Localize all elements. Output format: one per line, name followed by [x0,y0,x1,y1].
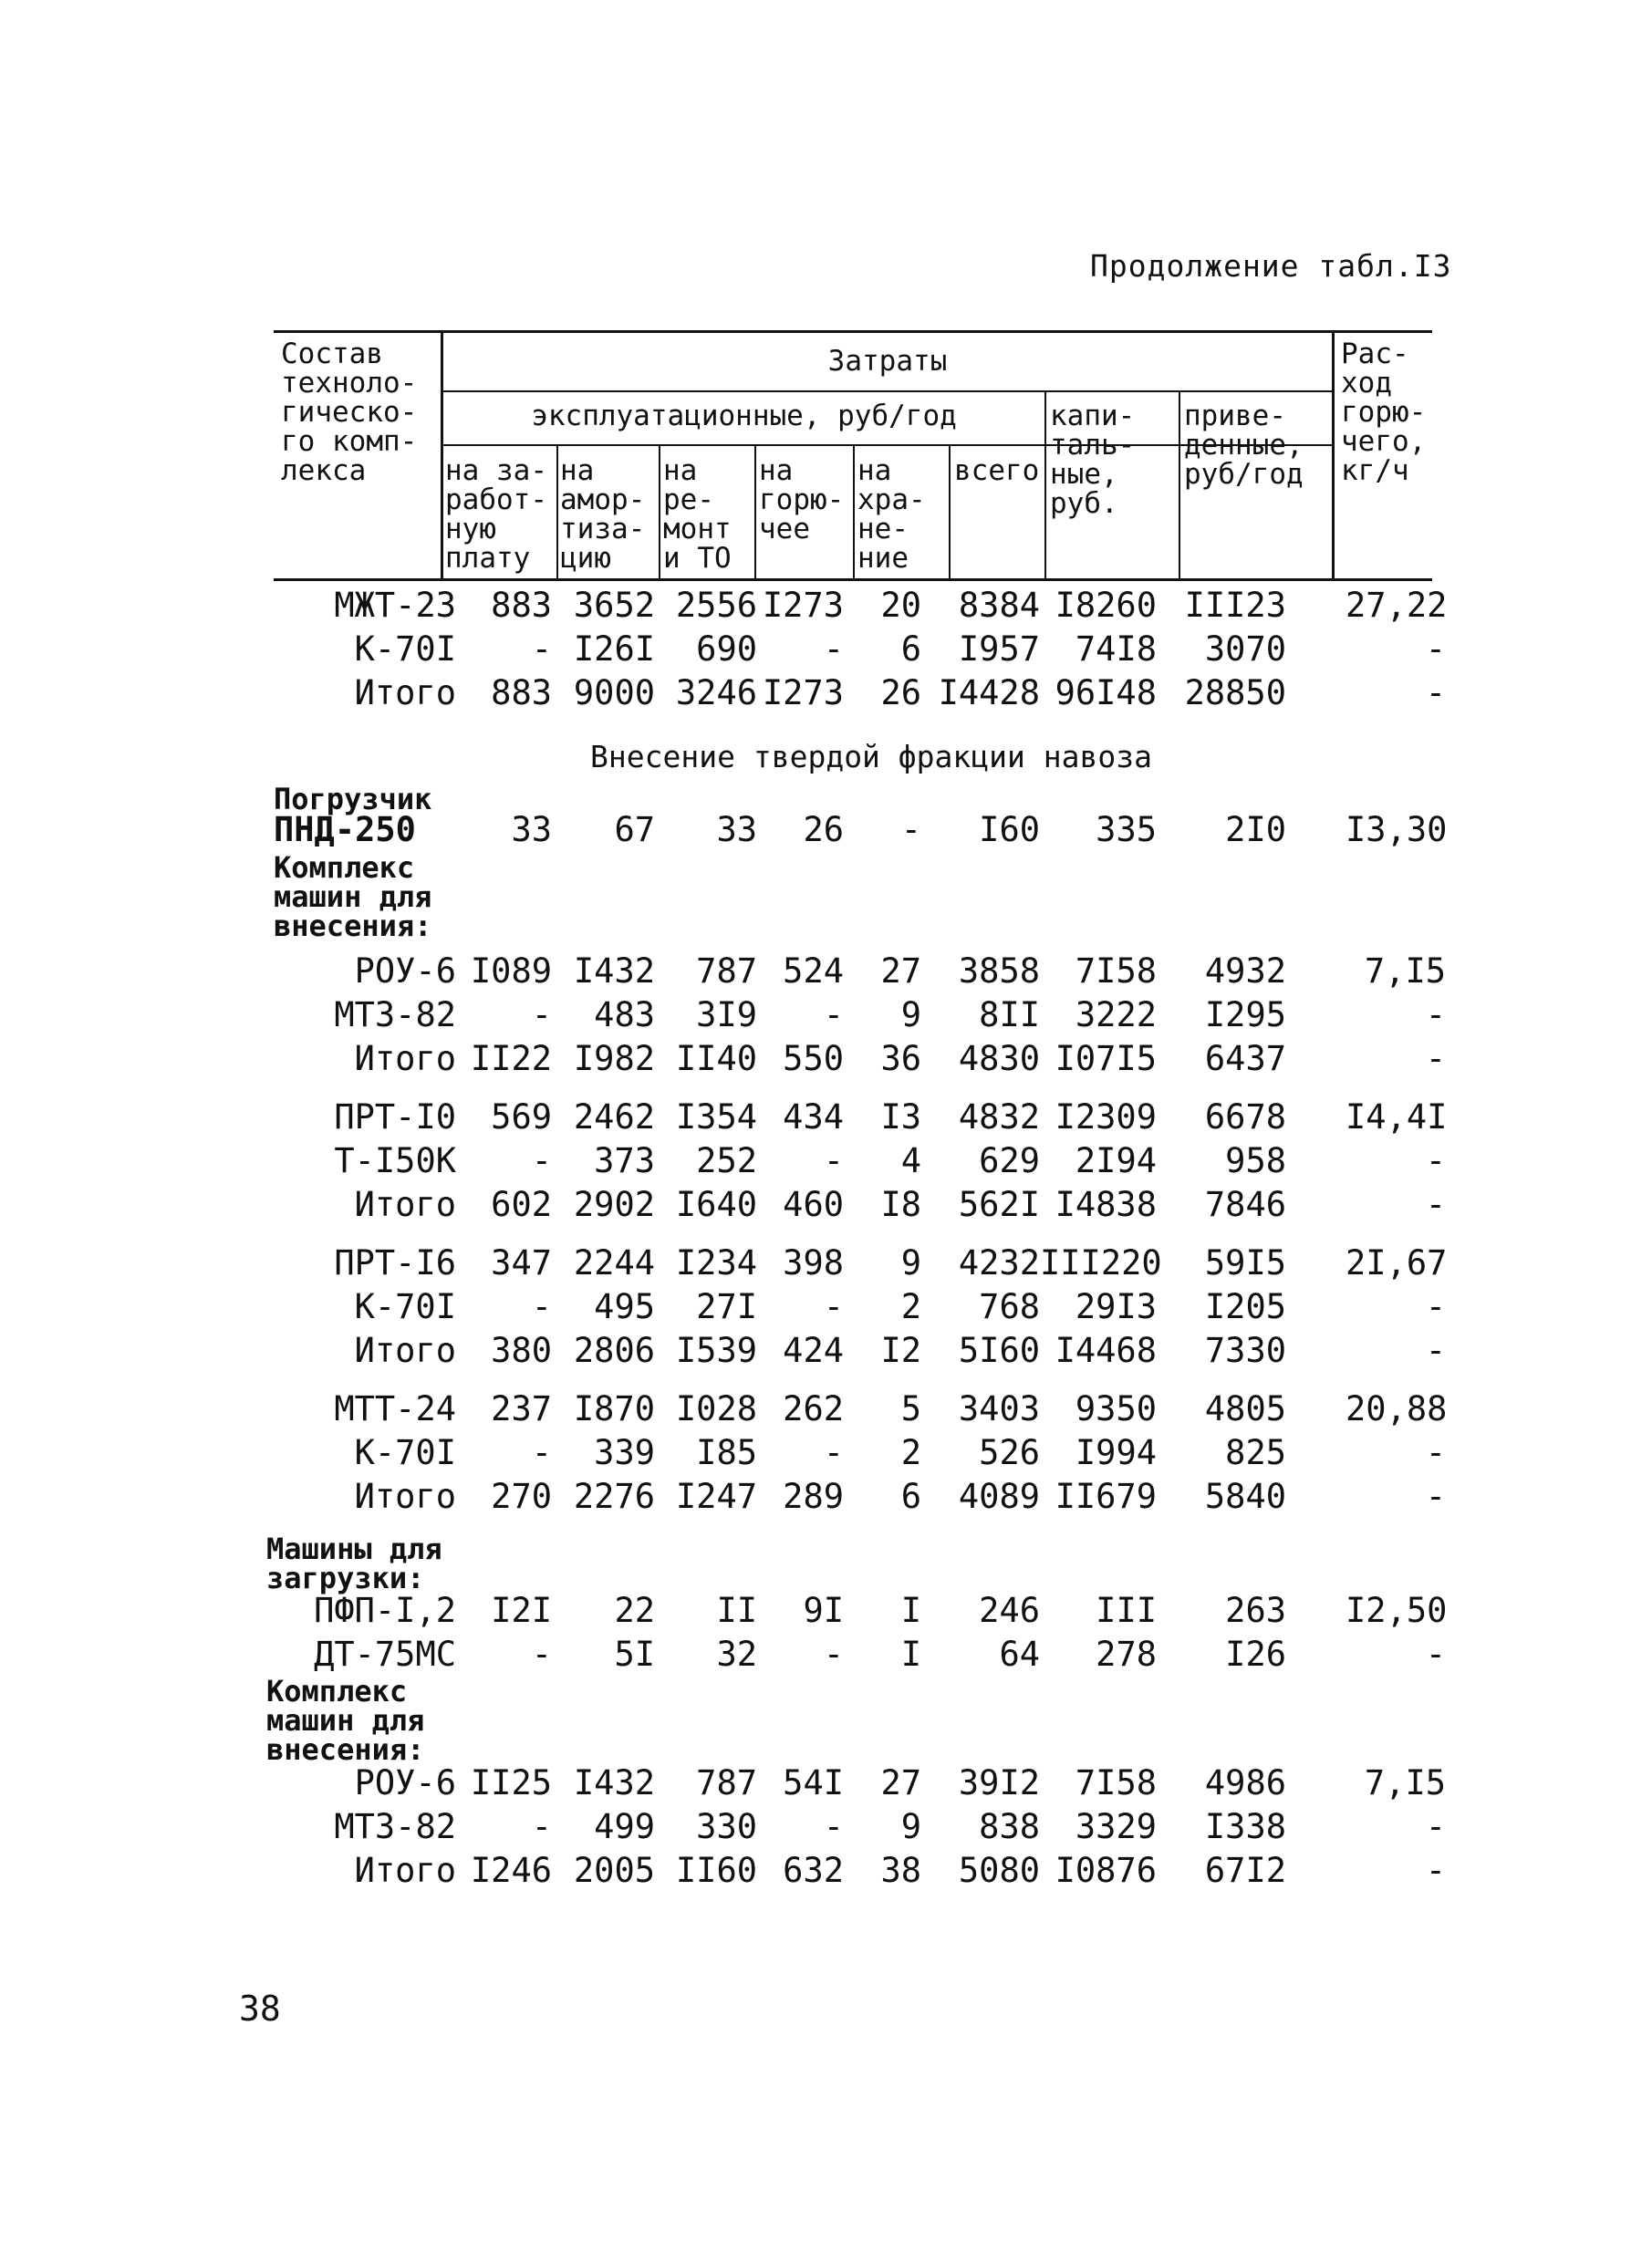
section-title: Внесение твердой фракции навоза [590,739,1152,774]
cell: 3652 [573,586,655,625]
cell: 526 [979,1433,1040,1472]
cell: I4428 [938,673,1040,712]
cell: - [823,1141,844,1180]
cell: 7I58 [1075,1763,1157,1802]
cell: 3246 [675,673,757,712]
cell: II60 [675,1851,757,1890]
table-row [265,1591,1478,1635]
header-reduced: приве- денные, руб/год [1184,400,1304,491]
cell: 483 [594,995,655,1034]
cell: 6678 [1204,1097,1286,1137]
cell: 838 [979,1807,1040,1846]
cell: 33 [716,810,757,849]
cell: I994 [1075,1433,1157,1472]
table-row [265,1287,1478,1331]
cell: - [1425,1477,1446,1516]
cell: 9 [900,1807,921,1846]
cell: I26I [573,629,655,669]
row-name: МТЗ-82 [334,995,456,1034]
cell: 9I [803,1591,844,1630]
cell: 278 [1096,1635,1157,1674]
cell: - [1425,1185,1446,1224]
cell: I338 [1204,1807,1286,1846]
row-name: МЖТ-23 [334,586,456,625]
cell: 246 [979,1591,1040,1630]
label-loader: Погрузчик [274,782,432,816]
cell: 26 [803,810,844,849]
cell: I432 [573,951,655,991]
cell: - [823,1287,844,1326]
cell: I2,50 [1345,1591,1448,1630]
cell: I234 [675,1243,757,1283]
table-row [265,951,1478,995]
page-number: 38 [239,1989,281,2029]
cell: 7,I5 [1364,951,1446,991]
cell: 524 [783,951,844,991]
row-name: ПРТ-I0 [334,1097,456,1137]
cell: 6437 [1204,1039,1286,1078]
cell: I640 [675,1185,757,1224]
cell: 5 [900,1389,921,1428]
cell: - [900,810,921,849]
cell: 629 [979,1141,1040,1180]
cell: III [1096,1591,1157,1630]
cell: - [823,1807,844,1846]
cell: 9 [900,995,921,1034]
row-name: К-70I [354,1433,456,1472]
cell: 602 [491,1185,552,1224]
row-name: РОУ-6 [354,951,456,991]
cell: I60 [979,810,1040,849]
row-name: МТЗ-82 [334,1807,456,1846]
cell: 787 [696,1763,757,1802]
row-name: Итого [354,1039,456,1078]
cell: I [900,1635,921,1674]
cell: 4830 [958,1039,1040,1078]
row-name: Итого [354,1331,456,1370]
cell: 690 [696,629,757,669]
table-row [265,995,1478,1039]
cell: 883 [491,586,552,625]
cell: 7,I5 [1364,1763,1446,1802]
table-row [265,1807,1478,1851]
cell: II [716,1591,757,1630]
cell: 36 [880,1039,921,1078]
cell: 27,22 [1345,586,1448,625]
cell: - [531,629,552,669]
cell: I85 [696,1433,757,1472]
cell: 2556 [675,586,757,625]
cell: 59I5 [1204,1243,1286,1283]
cell: 27 [880,1763,921,1802]
cell: I8 [880,1185,921,1224]
cell: - [531,1433,552,1472]
cell: - [1425,1331,1446,1370]
cell: 4986 [1204,1763,1286,1802]
cell: 3329 [1075,1807,1157,1846]
cell: 67I2 [1204,1851,1286,1890]
cell: 2I0 [1225,810,1286,849]
cell: - [823,995,844,1034]
cell: 8384 [958,586,1040,625]
cell: 3222 [1075,995,1157,1034]
table-row [265,1477,1478,1521]
cell: 883 [491,673,552,712]
cell: 2276 [573,1477,655,1516]
cell: I982 [573,1039,655,1078]
cell: 7I58 [1075,951,1157,991]
cell: - [1425,1635,1446,1674]
cell: I4838 [1055,1185,1157,1224]
cell: 252 [696,1141,757,1180]
cell: 28850 [1184,673,1286,712]
cell: - [1425,629,1446,669]
cell: 569 [491,1097,552,1137]
cell: 26 [880,673,921,712]
cell: - [823,1433,844,1472]
cell: 9000 [573,673,655,712]
cell: 3I9 [696,995,757,1034]
table-row [265,1433,1478,1477]
cell: 6 [900,1477,921,1516]
cell: 20,88 [1345,1389,1448,1428]
cell: - [531,995,552,1034]
cell: - [1425,1851,1446,1890]
cell: 5I [614,1635,655,1674]
row-name: ДТ-75МС [314,1635,456,1674]
cell: 499 [594,1807,655,1846]
row-name: К-70I [354,1287,456,1326]
header-fuel-consumption: Рас- ход горю- чего, кг/ч [1341,338,1427,487]
cell: I539 [675,1331,757,1370]
header-composition: Состав техноло- гическо- го комп- лекса [281,338,418,487]
row-name: Т-I50К [334,1141,456,1180]
cell: 768 [979,1287,1040,1326]
cell: - [531,1287,552,1326]
cell: 64 [999,1635,1040,1674]
cell: 33 [511,810,552,849]
cell: 74I8 [1075,629,1157,669]
row-name: ПФП-I,2 [314,1591,456,1630]
cell: 632 [783,1851,844,1890]
header-total: всего [954,454,1040,487]
cell: I4468 [1055,1331,1157,1370]
cell: 347 [491,1243,552,1283]
cell: 4832 [958,1097,1040,1137]
cell: 398 [783,1243,844,1283]
cell: 3858 [958,951,1040,991]
cell: 562I [958,1185,1040,1224]
cell: 9 [900,1243,921,1283]
cell: 67 [614,810,655,849]
cell: I26 [1225,1635,1286,1674]
cell: 29I3 [1075,1287,1157,1326]
row-name: Итого [354,673,456,712]
row-name: МТТ-24 [334,1389,456,1428]
header-fuel: на горю- чее [759,454,845,545]
cell: I354 [675,1097,757,1137]
cell: III220 [1040,1243,1162,1283]
table-row [265,1097,1478,1141]
cell: II40 [675,1039,757,1078]
cell: II679 [1055,1477,1157,1516]
row-name: ПНД-250 [274,810,416,849]
header-capital: капи- таль- ные, руб. [1050,400,1136,520]
cell: 7330 [1204,1331,1286,1370]
table-row [265,629,1478,673]
cell: 270 [491,1477,552,1516]
cell: 2902 [573,1185,655,1224]
page-title: Продолжение табл.I3 [1090,248,1452,284]
cell: - [531,1807,552,1846]
header-labor: на за- работ- ную плату [445,454,547,575]
cell: 787 [696,951,757,991]
cell: I028 [675,1389,757,1428]
cell: - [1425,1039,1446,1078]
cell: 32 [716,1635,757,1674]
cell: 2244 [573,1243,655,1283]
row-name: РОУ-6 [354,1763,456,1802]
cell: - [1425,1141,1446,1180]
cell: 460 [783,1185,844,1224]
table-row [265,1763,1478,1807]
cell: I3,30 [1345,810,1448,849]
row-name: Итого [354,1477,456,1516]
cell: 2I94 [1075,1141,1157,1180]
cell: 495 [594,1287,655,1326]
cell: I273 [762,586,844,625]
cell: I432 [573,1763,655,1802]
cell: 237 [491,1389,552,1428]
cell: 434 [783,1097,844,1137]
cell: II22 [470,1039,552,1078]
cell: 4232 [958,1243,1040,1283]
cell: 3070 [1204,629,1286,669]
cell: - [531,1141,552,1180]
cell: 335 [1096,810,1157,849]
cell: 5840 [1204,1477,1286,1516]
row-name: ПРТ-I6 [334,1243,456,1283]
cell: I4,4I [1345,1097,1448,1137]
cell: 96I48 [1055,673,1157,712]
cell: 2I,67 [1345,1243,1448,1283]
cell: 2 [900,1433,921,1472]
cell: I295 [1204,995,1286,1034]
cell: 262 [783,1389,844,1428]
label-complex-2: Комплекс машин для внесения: [266,1674,425,1767]
cell: I0876 [1055,1851,1157,1890]
table-row [265,1141,1478,1185]
cell: - [1425,673,1446,712]
cell: - [1425,995,1446,1034]
cell: I8260 [1055,586,1157,625]
cell: 4089 [958,1477,1040,1516]
cell: 2806 [573,1331,655,1370]
cell: 9350 [1075,1389,1157,1428]
cell: 39I2 [958,1763,1040,1802]
cell: I246 [470,1851,552,1890]
cell: - [823,629,844,669]
cell: I2309 [1055,1097,1157,1137]
table-row [265,1185,1478,1229]
cell: 5080 [958,1851,1040,1890]
cell: 6 [900,629,921,669]
header-operational: эксплуатационные, руб/год [531,400,957,432]
cell: 5I60 [958,1331,1040,1370]
table-row [265,810,1478,854]
cell: - [823,1635,844,1674]
cell: I07I5 [1055,1039,1157,1078]
cell: 54I [783,1763,844,1802]
cell: I957 [958,629,1040,669]
header-storage: на хра- не- ние [857,454,926,575]
label-loading-machines: Машины для загрузки: [266,1532,442,1595]
cell: 27I [696,1287,757,1326]
cell: II25 [470,1763,552,1802]
row-name: Итого [354,1185,456,1224]
cell: 424 [783,1331,844,1370]
label-complex-1: Комплекс машин для внесения: [274,850,432,943]
cell: 373 [594,1141,655,1180]
cell: 2005 [573,1851,655,1890]
cell: - [1425,1807,1446,1846]
cell: 825 [1225,1433,1286,1472]
cell: 27 [880,951,921,991]
table-row [265,1039,1478,1083]
table-row [265,1331,1478,1375]
cell: 22 [614,1591,655,1630]
cell: 339 [594,1433,655,1472]
cell: I089 [470,951,552,991]
row-name: Итого [354,1851,456,1890]
cell: 38 [880,1851,921,1890]
cell: 263 [1225,1591,1286,1630]
cell: 330 [696,1807,757,1846]
cell: I870 [573,1389,655,1428]
cell: I205 [1204,1287,1286,1326]
cell: I3 [880,1097,921,1137]
table-row [265,673,1478,717]
cell: - [531,1635,552,1674]
cell: 3403 [958,1389,1040,1428]
cell: I273 [762,673,844,712]
cell: 4805 [1204,1389,1286,1428]
table-row [265,1243,1478,1287]
header-amort: на амор- тиза- цию [560,454,646,575]
cell: 550 [783,1039,844,1078]
cell: I247 [675,1477,757,1516]
cell: 8II [979,995,1040,1034]
cell: III23 [1184,586,1286,625]
cell: - [1425,1287,1446,1326]
header-costs: Затраты [827,345,948,378]
table-row [265,1389,1478,1433]
cell: 289 [783,1477,844,1516]
cell: 4932 [1204,951,1286,991]
cell: 958 [1225,1141,1286,1180]
cell: 20 [880,586,921,625]
cell: 7846 [1204,1185,1286,1224]
cell: I2I [491,1591,552,1630]
table-row [265,1851,1478,1895]
cell: I [900,1591,921,1630]
cell: 4 [900,1141,921,1180]
cell: 2462 [573,1097,655,1137]
row-name: К-70I [354,629,456,669]
cell: I2 [880,1331,921,1370]
cell: 2 [900,1287,921,1326]
cell: 380 [491,1331,552,1370]
header-repair: на ре- монт и ТО [663,454,732,575]
cell: - [1425,1433,1446,1472]
table-row [265,586,1478,629]
table-row [265,1635,1478,1678]
